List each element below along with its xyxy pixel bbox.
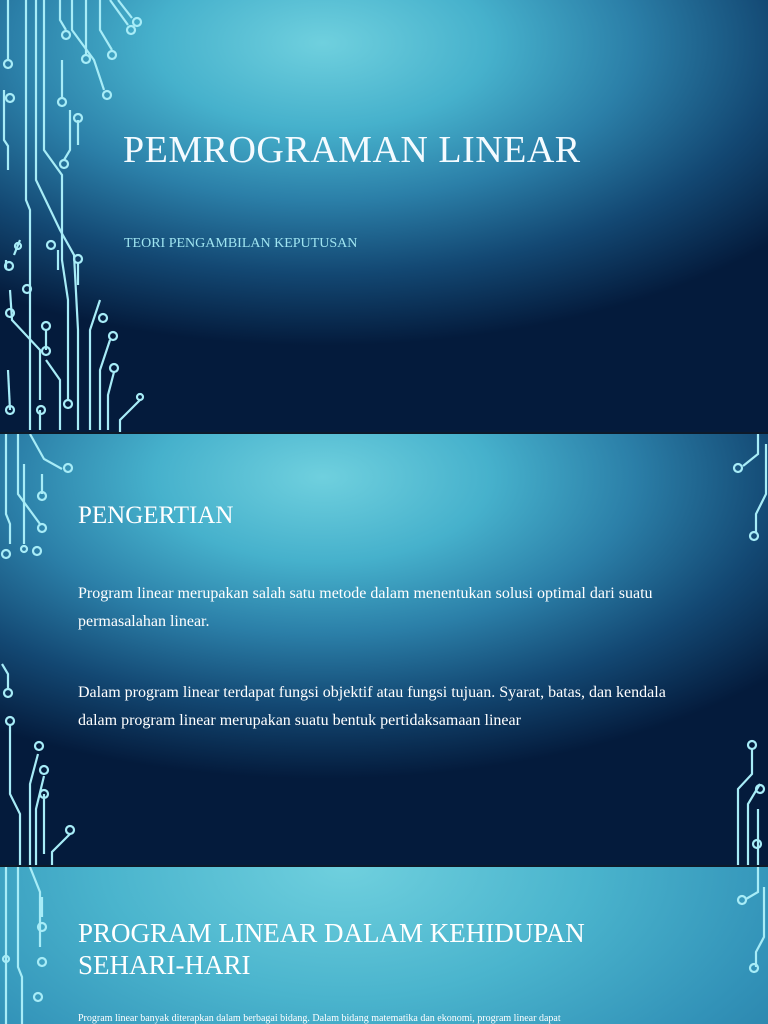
definition-paragraph: Program linear merupakan salah satu metode dalam menentukan solusi optimal dari suatu permasalahan linear.: [78, 585, 653, 630]
circuit-decoration-right: [698, 434, 768, 865]
circuit-decoration-left: [0, 867, 80, 1024]
objective-function-paragraph: Dalam program linear terdapat fungsi objektif atau fungsi tujuan. Syarat, batas, dan kendala dalam program linear merupakan suatu bentuk pertidaksamaan linear: [78, 684, 666, 729]
presentation-subtitle: TEORI PENGAMBILAN KEPUTUSAN: [124, 236, 358, 251]
presentation-title: PEMROGRAMAN LINEAR: [123, 129, 581, 171]
circuit-decoration-left: [0, 434, 90, 865]
circuit-decoration-left: [0, 0, 160, 432]
title-slide: [0, 0, 768, 432]
section-heading: PENGERTIAN: [78, 502, 234, 529]
section-heading: PROGRAM LINEAR DALAM KEHIDUPAN SEHARI-HARI: [78, 918, 585, 980]
definition-slide: [0, 434, 768, 865]
circuit-decoration-right: [698, 867, 768, 1024]
section-body-text: Program linear banyak diterapkan dalam berbagai bidang. Dalam bidang matematika dan ekonomi, program linear dapat: [78, 1013, 561, 1024]
daily-life-slide: [0, 867, 768, 1024]
